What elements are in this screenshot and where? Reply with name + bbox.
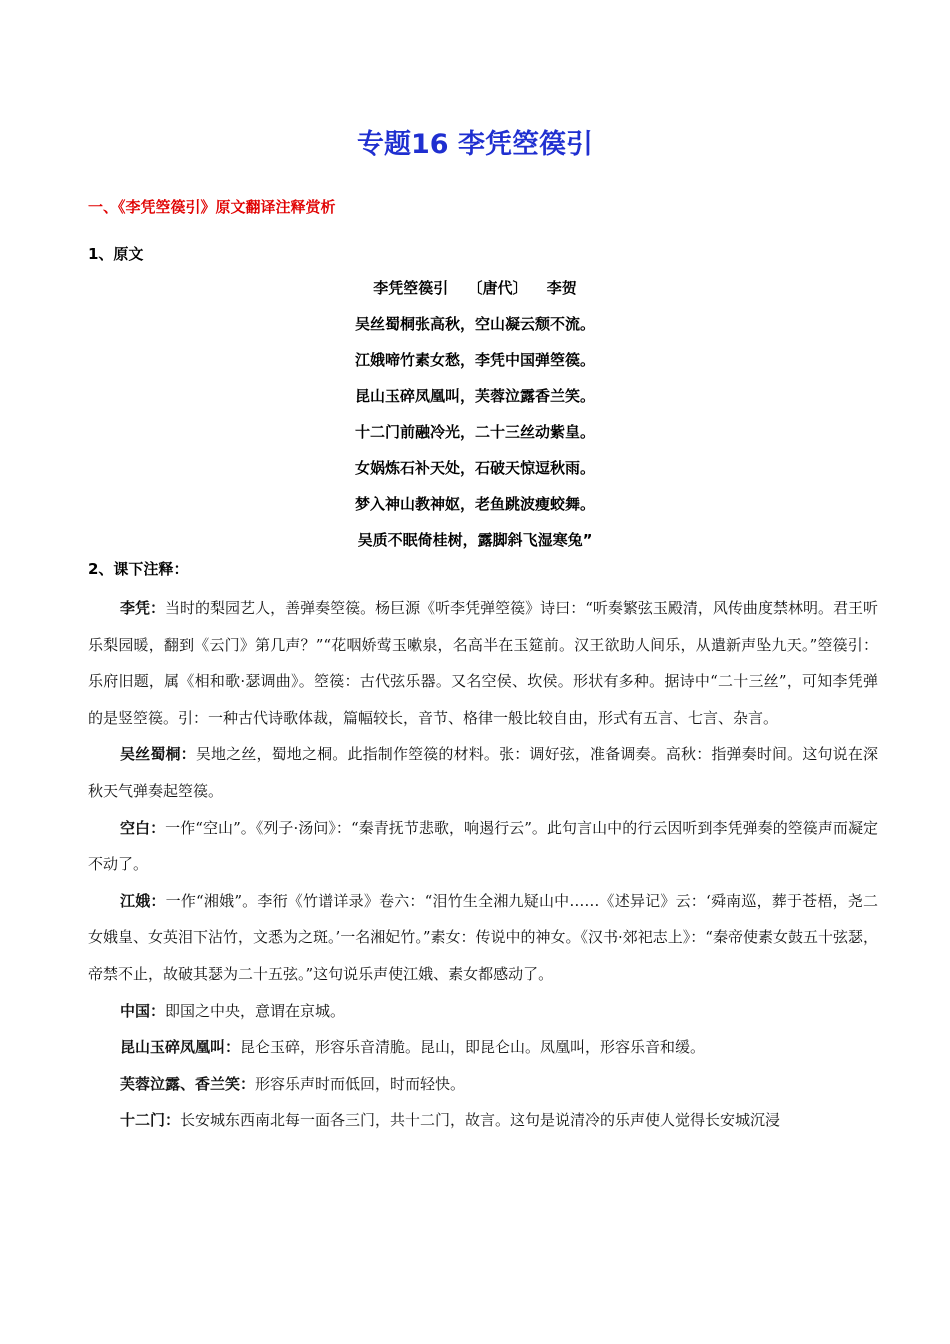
note-text: 一作“湘娥”。李衎《竹谱详录》卷六：“泪竹生全湘九疑山中……《述异记》云：‘舜南巡，葬于苍梧，尧二女娥皇、女英泪下沾竹，文悉为之斑。’一名湘妃竹。”素女：传说中的神女。《汉书·郊祀志上》：“秦帝使素女鼓五十弦瑟，帝禁不止，故破其瑟为二十五弦。”这句说乐声使江娥、素女都感动了。 — [88, 891, 878, 983]
note-term: 中国： — [120, 1001, 166, 1020]
note-text: 昆仑玉碎，形容乐音清脆。昆山，即昆仑山。凤凰叫，形容乐音和缓。 — [240, 1038, 706, 1057]
note-paragraph — [88, 736, 878, 809]
poem-dynasty: 〔唐代〕 — [467, 279, 528, 297]
poem-line: 吴质不眠倚桂树，露脚斜飞湿寒兔” — [357, 531, 593, 549]
note-paragraph — [88, 810, 878, 883]
poem-line: 女娲炼石补天处，石破天惊逗秋雨。 — [354, 459, 595, 477]
note-text: 当时的梨园艺人，善弹奏箜篌。杨巨源《听李凭弹箜篌》诗曰：“听奏繁弦玉殿清，风传曲度禁林明。君王听乐梨园暖，翻到《云门》第几声？”“花咽娇莺玉嗽泉，名高半在玉筵前。汉王欲助人间乐，从遣新声坠九天。”箜篌引：乐府旧题，属《相和歌·瑟调曲》。箜篌：古代弦乐器。又名空侯、坎侯。形状有多种。据诗中“二十三丝”，可知李凭弹的是竖箜篌。引：一种古代诗歌体裁，篇幅较长，音节、格律一般比较自由，形式有五言、七言、杂言。 — [88, 599, 878, 727]
note-paragraph — [88, 1066, 878, 1103]
note-text: 即国之中央，意谓在京城。 — [165, 1001, 346, 1020]
poem-line: 昆山玉碎凤凰叫，芙蓉泣露香兰笑。 — [354, 387, 595, 405]
poem-line: 吴丝蜀桐张高秋，空山凝云颓不流。 — [354, 315, 595, 333]
note-term: 空白： — [120, 818, 166, 837]
note-text: 吴地之丝，蜀地之桐。此指制作箜篌的材料。张：调好弦，准备调奏。高秋：指弹奏时间。这句说在深秋天气弹奏起箜篌。 — [88, 745, 878, 800]
note-paragraph — [88, 590, 878, 736]
notes-list — [88, 590, 878, 1139]
note-paragraph — [88, 883, 878, 993]
note-term: 李凭： — [120, 599, 166, 617]
note-text: 形容乐声时而低回，时而轻快。 — [255, 1074, 466, 1093]
note-term: 吴丝蜀桐： — [120, 745, 196, 764]
section-heading: 一、《李凭箜篌引》原文翻译注释赏析 — [88, 198, 336, 216]
poem-title: 李凭箜篌引 — [373, 279, 449, 297]
notes-heading: 2、课下注释： — [88, 560, 189, 578]
note-text: 长安城东西南北每一面各三门，共十二门，故言。这句是说清冷的乐声使人觉得长安城沉浸 — [180, 1111, 781, 1130]
note-text: 一作“空山”。《列子·汤问》：“秦青抚节悲歌，响遏行云”。此句言山中的行云因听到李凭弹奏的箜篌声而凝定不动了。 — [88, 818, 878, 874]
note-term: 昆山玉碎凤凰叫： — [120, 1038, 241, 1057]
poem-author: 李贺 — [546, 279, 577, 297]
poem — [0, 276, 950, 564]
page-title: 专题16 李凭箜篌引 — [357, 129, 593, 160]
poem-title-line — [0, 276, 950, 312]
note-paragraph — [88, 1102, 878, 1139]
note-term: 芙蓉泣露、香兰笑： — [120, 1074, 256, 1093]
note-paragraph — [88, 993, 878, 1030]
original-text-heading: 1、原文 — [88, 245, 144, 263]
poem-line: 十二门前融冷光，二十三丝动紫皇。 — [354, 423, 595, 441]
note-term: 江娥： — [120, 891, 166, 910]
note-paragraph — [88, 1029, 878, 1066]
note-term: 十二门： — [120, 1111, 181, 1130]
poem-line: 梦入神山教神妪，老鱼跳波瘦蛟舞。 — [354, 495, 595, 513]
poem-line: 江娥啼竹素女愁，李凭中国弹箜篌。 — [354, 351, 595, 369]
